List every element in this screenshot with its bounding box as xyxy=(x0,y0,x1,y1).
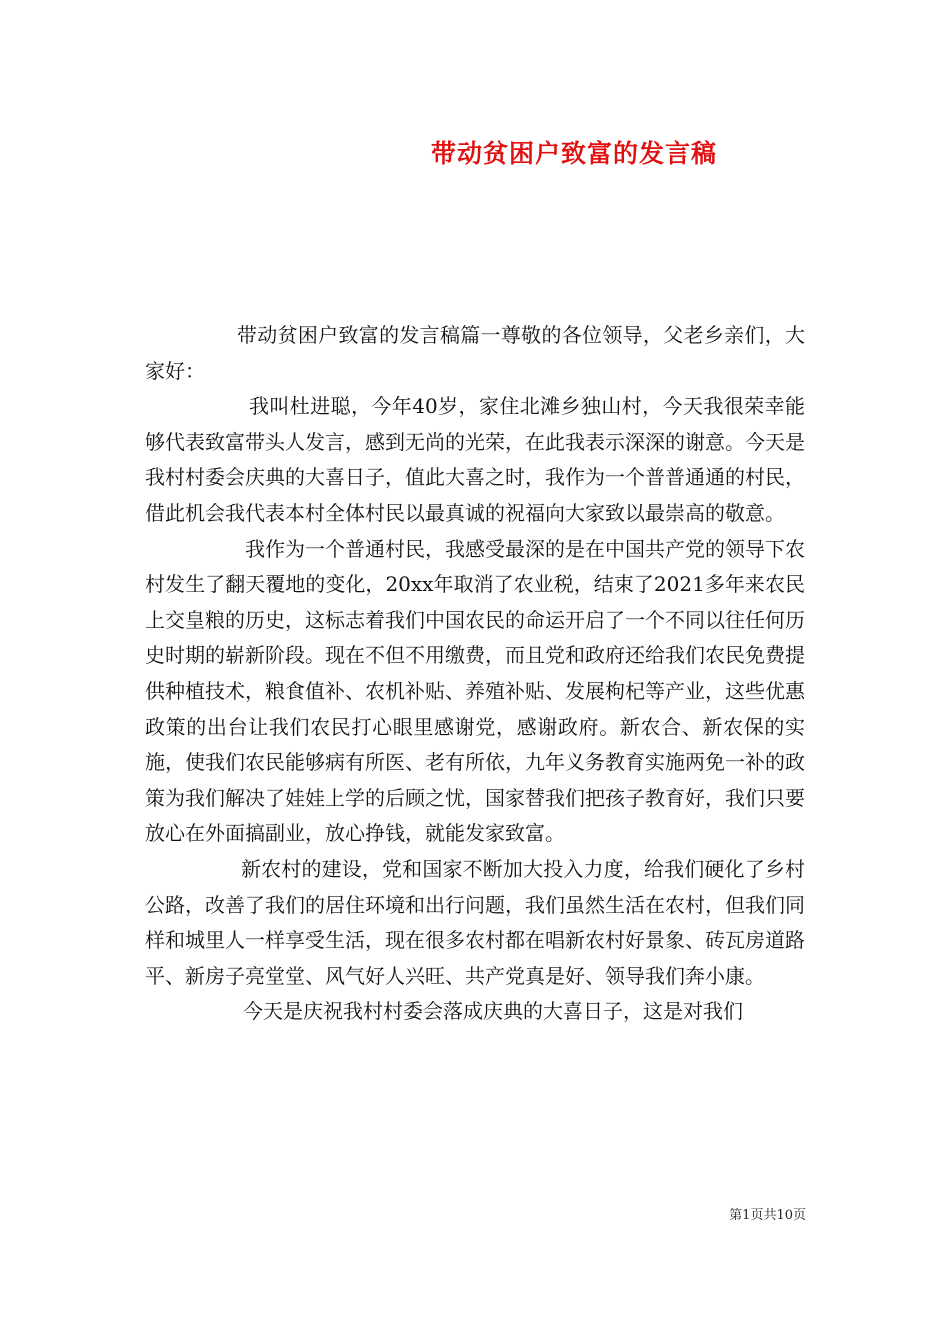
page-number: 第1页共10页 xyxy=(729,1208,806,1223)
paragraph-policy-changes: 我作为一个普通村民，我感受最深的是在中国共产党的领导下农村发生了翻天覆地的变化，20xx年取消了农业税，结束了2021多年来农民上交皇粮的历史，这标志着我们中国农民的命运开启了一个不同以往任何历史时期的崭新阶段。现在不但不用缴费，而且党和政府还给我们农民免费提供种植技术，粮食值补、农机补贴、养殖补贴、发展枸杞等产业，这些优惠政策的出台让我们农民打心眼里感谢党，感谢政府。新农合、新农保的实施，使我们农民能够病有所医、老有所依，九年义务教育实施两免一补的政策为我们解决了娃娃上学的后顾之忧，国家替我们把孩子教育好，我们只要放心在外面搞副业，放心挣钱，就能发家致富。 xyxy=(145,536,805,846)
paragraph-celebration: 今天是庆祝我村村委会落成庆典的大喜日子，这是对我们 xyxy=(243,999,743,1024)
paragraph-introduction: 我叫杜进聪，今年40岁，家住北滩乡独山村，今天我很荣幸能够代表致富带头人发言，感到无尚的光荣，在此我表示深深的谢意。今天是我村村委会庆典的大喜日子，值此大喜之时，我作为一个普普通通的村民，借此机会我代表本村全体村民以最真诚的祝福向大家致以最崇高的敬意。 xyxy=(145,394,805,525)
document-title: 带动贫困户致富的发言稿 xyxy=(431,139,718,168)
paragraph-greeting: 带动贫困户致富的发言稿篇一尊敬的各位领导，父老乡亲们，大家好： xyxy=(145,323,805,383)
paragraph-new-countryside: 新农村的建设，党和国家不断加大投入力度，给我们硬化了乡村公路，改善了我们的居住环境和出行问题，我们虽然生活在农村，但我们同样和城里人一样享受生活，现在很多农村都在唱新农村好景象、砖瓦房道路平、新房子亮堂堂、风气好人兴旺、共产党真是好、领导我们奔小康。 xyxy=(145,856,805,988)
document-body xyxy=(145,318,805,1030)
